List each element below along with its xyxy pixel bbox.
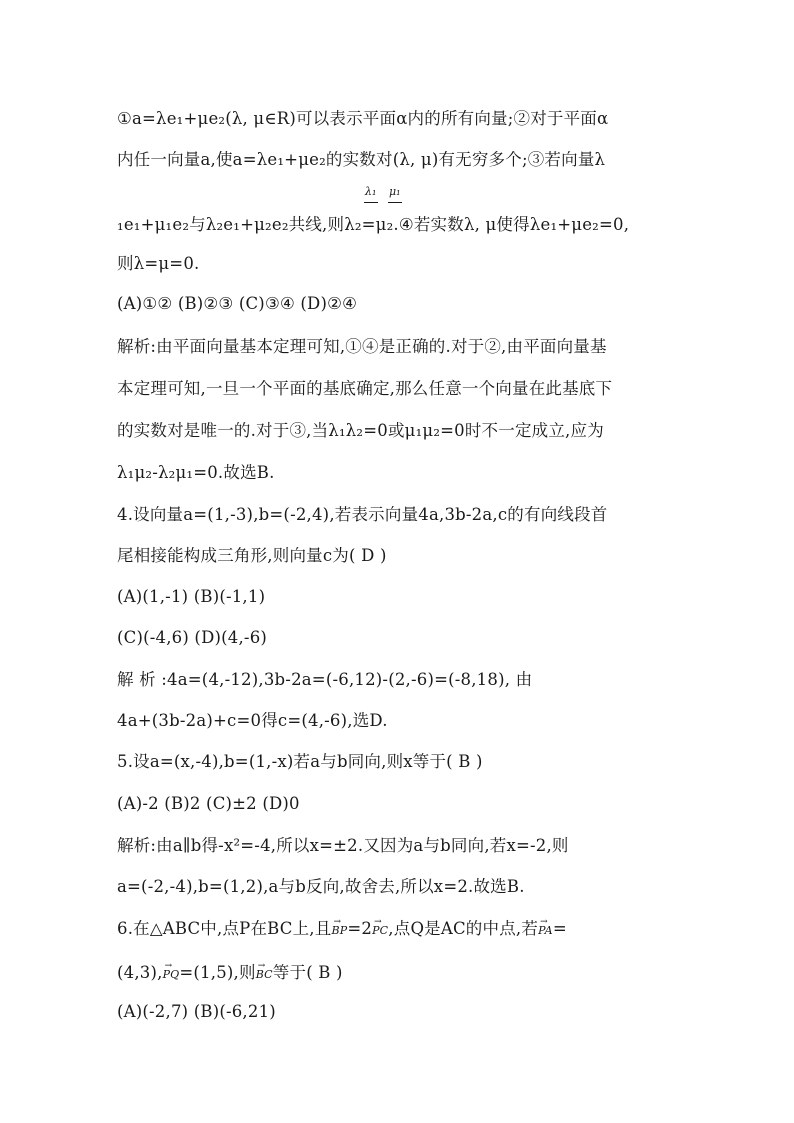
vector-PQ: → PQ	[163, 964, 180, 986]
question-4-options-2: (C)(-4,6) (D)(4,-6)	[117, 628, 268, 647]
vector-PA: → PA	[538, 920, 553, 942]
fraction-bar	[388, 202, 402, 203]
question-4-line-2: 尾相接能构成三角形,则向量c为( D )	[117, 546, 387, 565]
question-5-options: (A)-2 (B)2 (C)±2 (D)0	[117, 794, 300, 813]
answer-options-3: (A)①② (B)②③ (C)③④ (D)②④	[117, 294, 358, 313]
question-5-analysis-1: 解析:由a∥b得-x²=-4,所以x=±2.又因为a与b同向,若x=-2,则	[117, 836, 569, 855]
fraction-numerator-lambda: λ₁	[365, 185, 377, 198]
text-line-4: 则λ=μ=0.	[117, 254, 200, 273]
q6-text-e: (4,3),	[117, 963, 163, 982]
vector-BP: → BP	[331, 920, 347, 942]
fraction-numerator-mu: μ₁	[389, 185, 401, 198]
question-6-options: (A)(-2,7) (B)(-6,21)	[117, 1002, 276, 1021]
analysis-line-2: 本定理可知,一旦一个平面的基底确定,那么任意一个向量在此基底下	[117, 379, 613, 398]
analysis-line-4: λ₁μ₂-λ₂μ₁=0.故选B.	[117, 463, 275, 482]
q6-text-f: =(1,5),则	[179, 963, 256, 982]
question-6-line-1	[117, 918, 677, 942]
analysis-line-1: 解析:由平面向量基本定理可知,①④是正确的.对于②,由平面向量基	[117, 337, 607, 356]
question-6-line-2	[117, 962, 677, 986]
q6-text-g: 等于( B )	[272, 963, 343, 982]
q6-text-b: =2	[347, 919, 373, 938]
q6-text-a: 6.在△ABC中,点P在BC上,且	[117, 919, 332, 938]
text-line-3-b: λ₂=μ₂.④若实数λ, μ使得λe₁+μe₂=0,	[344, 215, 630, 234]
text-line-3-a: ₁e₁+μ₁e₂与λ₂e₁+μ₂e₂共线,则	[117, 215, 345, 234]
vector-BC: → BC	[256, 964, 273, 986]
text-line-2: 内任一向量a,使a=λe₁+μe₂的实数对(λ, μ)有无穷多个;③若向量λ	[117, 150, 606, 169]
text-line-3	[117, 214, 677, 236]
question-4-analysis-1: 解 析 :4a=(4,-12),3b-2a=(-6,12)-(2,-6)=(-8,18), 由	[117, 670, 533, 689]
q6-text-d: =	[552, 919, 567, 938]
vector-PC: → PC	[372, 920, 388, 942]
text-line-1: ①a=λe₁+μe₂(λ, μ∈R)可以表示平面α内的所有向量;②对于平面α	[117, 109, 609, 128]
question-5-analysis-2: a=(-2,-4),b=(1,2),a与b反向,故舍去,所以x=2.故选B.	[117, 877, 525, 896]
q6-text-c: ,点Q是AC的中点,若	[388, 919, 539, 938]
analysis-line-3: 的实数对是唯一的.对于③,当λ₁λ₂=0或μ₁μ₂=0时不一定成立,应为	[117, 421, 604, 440]
question-5-line-1: 5.设a=(x,-4),b=(1,-x)若a与b同向,则x等于( B )	[117, 752, 483, 771]
question-4-analysis-2: 4a+(3b-2a)+c=0得c=(4,-6),选D.	[117, 711, 388, 730]
question-4-line-1: 4.设向量a=(1,-3),b=(-2,4),若表示向量4a,3b-2a,c的有向线段首	[117, 505, 608, 524]
fraction-bar	[364, 202, 378, 203]
question-4-options-1: (A)(1,-1) (B)(-1,1)	[117, 587, 266, 606]
